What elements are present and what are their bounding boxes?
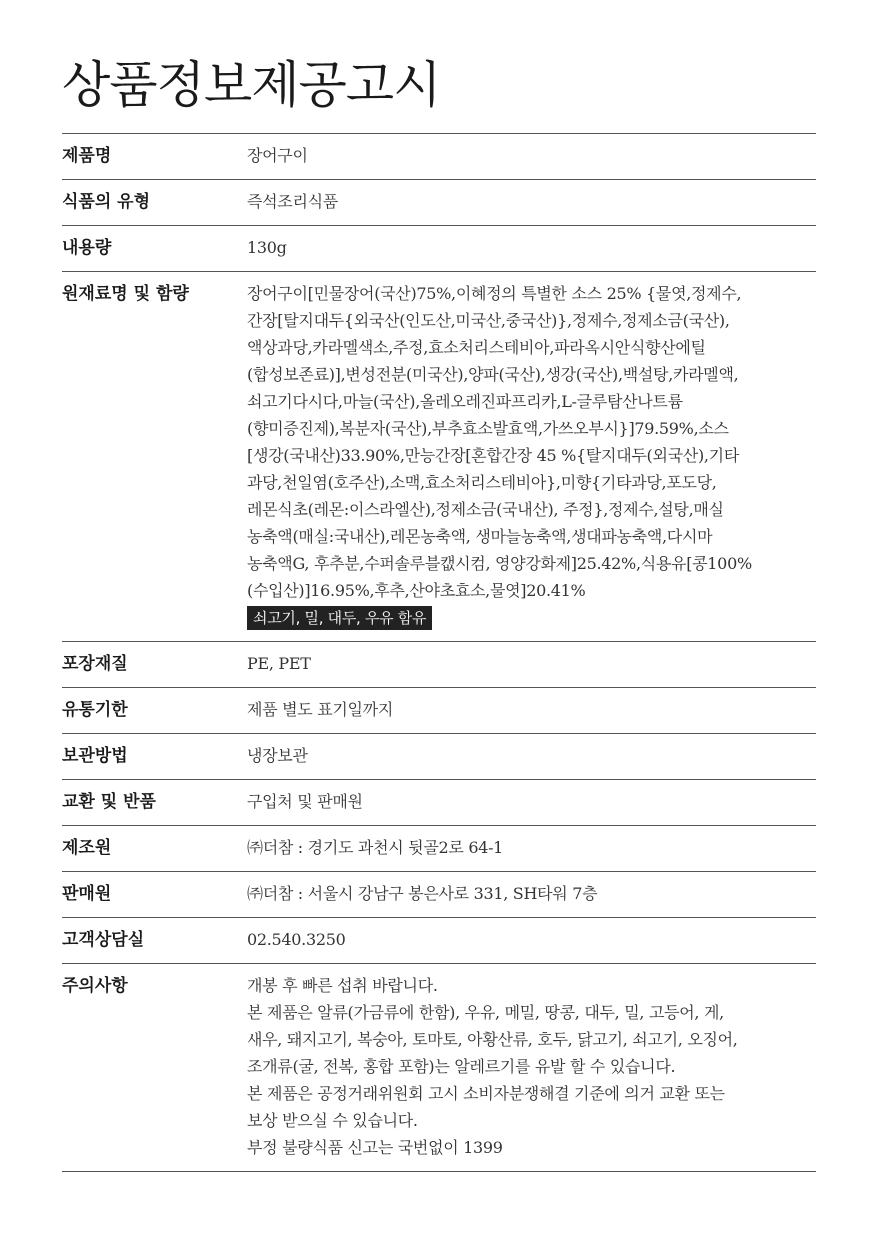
ingredients-text [247,272,816,641]
row-value: 장어구이 [247,146,308,165]
row-manufacturer [62,826,816,872]
caution-line: 부정 불량식품 신고는 국번없이 1399 [247,1138,503,1157]
cautions-text [247,964,816,1171]
ingredients-line: [생강(국내산)33.90%,만능간장[혼합간장 45 %{탈지대두(외국산),기타 [247,446,739,465]
caution-line: 개봉 후 빠른 섭취 바랍니다. [247,976,438,995]
row-packaging [62,642,816,688]
row-value: ㈜더참 : 경기도 과천시 뒷골2로 64-1 [247,838,504,857]
ingredients-line: 농축액G, 후추분,수퍼솔루블캢시컴, 영양강화제]25.42%,식용유[콩100% [247,554,752,573]
row-value: 냉장보관 [247,746,308,765]
row-value: 02.540.3250 [247,930,346,949]
caution-line: 보상 받으실 수 있습니다. [247,1111,418,1130]
row-shelf-life [62,688,816,734]
row-volume [62,226,816,272]
row-label: 포장재질 [62,654,128,674]
ingredients-line: 과당,천일염(호주산),소맥,효소처리스테비아},미향{기타과당,포도당, [247,473,717,492]
caution-line: 본 제품은 알류(가금류에 한함), 우유, 메밀, 땅콩, 대두, 밀, 고등어, 게, [247,1003,724,1022]
row-value: PE, PET [247,654,311,673]
row-label: 주의사항 [62,976,128,996]
allergen-badge: 쇠고기, 밀, 대두, 우유 함유 [247,606,432,630]
row-label: 제품명 [62,146,112,166]
row-label: 판매원 [62,884,112,904]
page-title: 상품정보제공고시 [62,56,441,114]
row-label: 제조원 [62,838,112,858]
ingredients-line: (수입산)]16.95%,후추,산야초효소,물엿]20.41% [247,581,586,600]
row-label: 식품의 유형 [62,192,151,212]
row-value: 130g [247,238,287,257]
row-label: 고객상담실 [62,930,145,950]
row-value: 즉석조리식품 [247,192,338,211]
caution-line: 새우, 돼지고기, 복숭아, 토마토, 아황산류, 호두, 닭고기, 쇠고기, 오징어, [247,1030,738,1049]
row-storage [62,734,816,780]
ingredients-line: 액상과당,카라멜색소,주정,효소처리스테비아,파라옥시안식향산에틸 [247,338,706,357]
ingredients-line: (합성보존료)],변성전분(미국산),양파(국산),생강(국산),백설탕,카라멜액, [247,365,739,384]
ingredients-line: 간장[탈지대두{외국산(인도산,미국산,중국산)},정제수,정제소금(국산), [247,311,730,330]
row-value: ㈜더참 : 서울시 강남구 봉은사로 331, SH타워 7층 [247,884,598,903]
row-label: 보관방법 [62,746,128,766]
row-exchange [62,780,816,826]
row-value: 제품 별도 표기일까지 [247,700,393,719]
ingredients-line: 농축액(매실:국내산),레몬농축액, 생마늘농축액,생대파농축액,다시마 [247,527,713,546]
caution-line: 조개류(굴, 전복, 홍합 포함)는 알레르기를 유발 할 수 있습니다. [247,1057,676,1076]
row-cautions [62,964,816,1172]
ingredients-line: (향미증진제),복분자(국산),부추효소발효액,가쓰오부시}]79.59%,소스 [247,419,729,438]
row-product-name [62,134,816,180]
row-seller [62,872,816,918]
row-label: 교환 및 반품 [62,792,156,812]
product-info-table [62,133,816,1172]
row-customer-service [62,918,816,964]
row-label: 원재료명 및 함량 [62,284,189,304]
ingredients-line: 쇠고기다시다,마늘(국산),올레오레진파프리카,L-글루탐산나트륨 [247,392,683,411]
caution-line: 본 제품은 공정거래위원회 고시 소비자분쟁해결 기준에 의거 교환 또는 [247,1084,725,1103]
row-label: 유통기한 [62,700,128,720]
row-value: 구입처 및 판매원 [247,792,363,811]
ingredients-line: 장어구이[민물장어(국산)75%,이혜정의 특별한 소스 25% {물엿,정제수, [247,284,742,303]
ingredients-line: 레몬식초(레몬:이스라엘산),정제소금(국내산), 주정},정제수,설탕,매실 [247,500,724,519]
row-label: 내용량 [62,238,112,258]
row-ingredients [62,272,816,642]
row-food-type [62,180,816,226]
